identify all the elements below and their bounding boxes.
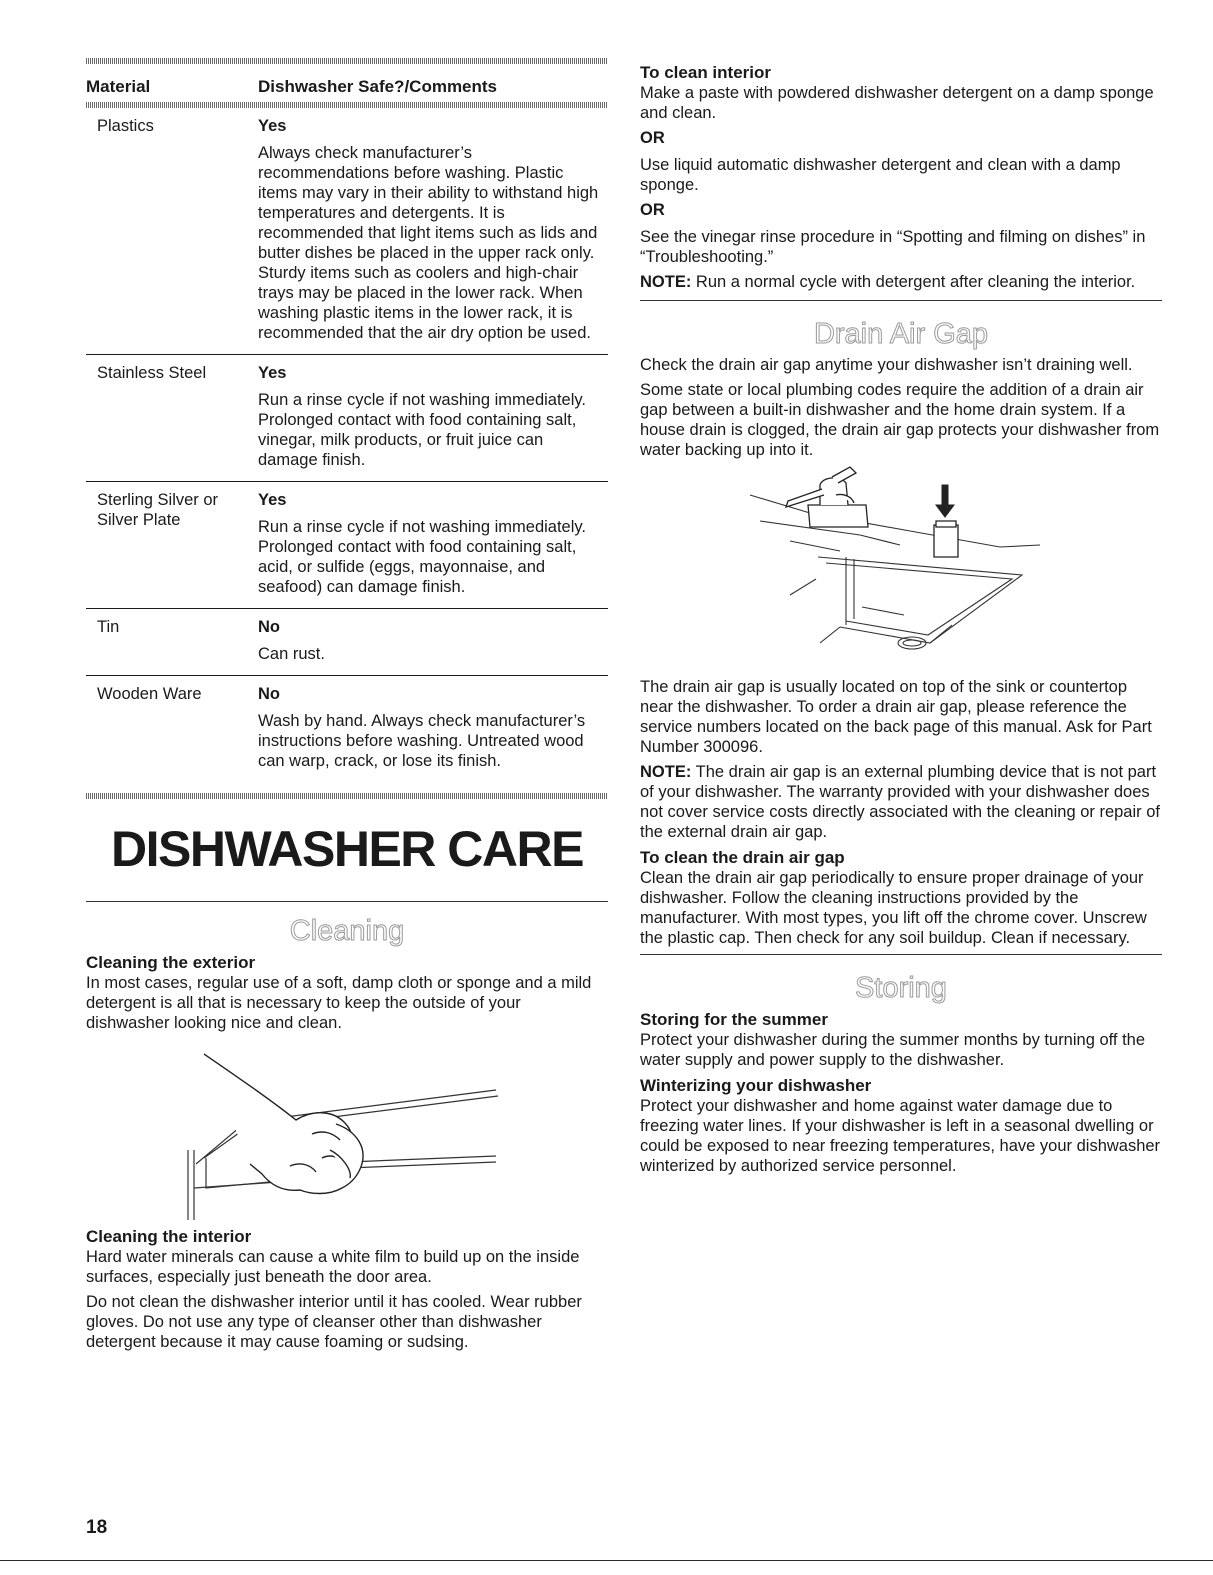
- page-title: DISHWASHER CARE: [111, 821, 583, 877]
- clean-interior-text-2: Use liquid automatic dishwasher detergent and clean with a damp sponge.: [640, 156, 1121, 194]
- cleaning-exterior-text: In most cases, regular use of a soft, damp cloth or sponge and a mild detergent is all that is necessary to keep the outside of your dishwasher looking nice and clean.: [86, 974, 592, 1032]
- note-text: The drain air gap is an external plumbing device that is not part of your dishwasher. The warranty provided with your dishwasher does not cover service costs directly associated with the cleaning or repair of the external drain air gap.: [640, 763, 1160, 841]
- comment-cell: [258, 684, 608, 771]
- drain-air-gap-illustration: [640, 465, 1162, 673]
- verdict: Yes: [258, 491, 287, 509]
- material-cell: Tin: [97, 618, 120, 636]
- cleaning-interior-text-2: Do not clean the dishwasher interior until it has cooled. Wear rubber gloves. Do not use any type of cleanser other than dishwasher detergent because it may cause foaming or sudsing.: [86, 1293, 582, 1351]
- table-row: [86, 108, 608, 354]
- or-label: OR: [640, 129, 665, 147]
- cleaning-interior-title: Cleaning the interior: [86, 1227, 252, 1246]
- right-column: [640, 62, 1162, 1181]
- table-row: [86, 609, 608, 675]
- cleaning-exterior-title: Cleaning the exterior: [86, 953, 256, 972]
- verdict: Yes: [258, 364, 287, 382]
- drain-air-gap-text-2: Some state or local plumbing codes require the addition of a drain air gap between a built-in dishwasher and the home drain system. If a house drain is clogged, the drain air gap protects your dishwasher from water backing up into it.: [640, 381, 1160, 459]
- note-text: Run a normal cycle with detergent after cleaning the interior.: [691, 273, 1136, 291]
- storing-summer-text: Protect your dishwasher during the summer months by turning off the water supply and power supply to the dishwasher.: [640, 1031, 1146, 1069]
- comment-cell: [258, 617, 608, 664]
- comment-text: Always check manufacturer’s recommendations before washing. Plastic items may vary in their ability to withstand high temperatures and detergents. It is recommended that light items such as lids and butter dishes be placed in the upper rack only. Sturdy items such as coolers and high-chair trays may be placed in the lower rack. When washing plastic items in the lower rack, it is recommended that the air dry option be used.: [258, 144, 599, 342]
- header-safe-comments: Dishwasher Safe?/Comments: [258, 77, 498, 96]
- drain-air-gap-text-1: Check the drain air gap anytime your dishwasher isn’t draining well.: [640, 356, 1133, 374]
- clean-drain-air-gap-title: To clean the drain air gap: [640, 848, 845, 867]
- section-rule: [640, 954, 1162, 955]
- table-row: [86, 355, 608, 481]
- material-cell: Sterling Silver or Silver Plate: [97, 491, 219, 529]
- drain-air-gap-text-3: The drain air gap is usually located on top of the sink or countertop near the dishwasher. To order a drain air gap, please reference the service numbers located on the back page of this manual. Ask for Part Number 300096.: [640, 678, 1152, 756]
- comment-text: Wash by hand. Always check manufacturer’s instructions before washing. Untreated wood can warp, crack, or lose its finish.: [258, 712, 586, 770]
- table-row: [86, 676, 608, 793]
- comment-text: Run a rinse cycle if not washing immediately. Prolonged contact with food containing salt, vinegar, milk products, or fruit juice can damage finish.: [258, 391, 587, 469]
- material-cell: Plastics: [97, 117, 154, 135]
- left-column: [86, 58, 608, 1357]
- comment-text: Can rust.: [258, 645, 325, 663]
- verdict: No: [258, 685, 280, 703]
- drain-air-gap-heading: Drain Air Gap: [813, 318, 989, 350]
- section-rule: [86, 901, 608, 902]
- or-label: OR: [640, 201, 665, 219]
- storing-heading: Storing: [855, 972, 947, 1004]
- note-label: NOTE:: [640, 273, 692, 291]
- cleaning-heading: Cleaning: [289, 915, 405, 947]
- exterior-cleaning-illustration: [86, 1038, 608, 1220]
- clean-interior-note: [640, 272, 1162, 292]
- winterizing-text: Protect your dishwasher and home against water damage due to freezing water lines. If your dishwasher is left in a seasonal dwelling or could be exposed to near freezing temperatures, have your dishwasher winterized by authorized service personnel.: [640, 1097, 1161, 1175]
- note-label: NOTE:: [640, 763, 692, 781]
- table-bottom-rule: [86, 793, 608, 799]
- clean-interior-text-1: Make a paste with powdered dishwasher detergent on a damp sponge and clean.: [640, 84, 1154, 122]
- material-cell: Wooden Ware: [97, 685, 202, 703]
- comment-cell: [258, 490, 608, 597]
- section-rule: [640, 300, 1162, 301]
- verdict: No: [258, 618, 280, 636]
- clean-interior-text-3: See the vinegar rinse procedure in “Spotting and filming on dishes” in “Troubleshooting.”: [640, 228, 1146, 266]
- comment-cell: [258, 363, 608, 470]
- table-header: [86, 64, 608, 102]
- drain-air-gap-note: [640, 762, 1162, 842]
- verdict: Yes: [258, 117, 287, 135]
- storing-summer-title: Storing for the summer: [640, 1010, 828, 1029]
- page-bottom-rule: [0, 1560, 1213, 1561]
- comment-cell: [258, 116, 608, 343]
- winterizing-title: Winterizing your dishwasher: [640, 1076, 872, 1095]
- comment-text: Run a rinse cycle if not washing immediately. Prolonged contact with food containing salt, acid, or sulfide (eggs, mayonnaise, and seafood) can damage finish.: [258, 518, 587, 596]
- material-cell: Stainless Steel: [97, 364, 207, 382]
- page-number: 18: [86, 1517, 108, 1538]
- table-row: [86, 482, 608, 608]
- clean-interior-title: To clean interior: [640, 63, 771, 82]
- header-material: Material: [86, 77, 151, 96]
- cleaning-interior-text-1: Hard water minerals can cause a white film to build up on the inside surfaces, especially just beneath the door area.: [86, 1248, 580, 1286]
- clean-drain-air-gap-text: Clean the drain air gap periodically to ensure proper drainage of your dishwasher. Follow the cleaning instructions provided by the manufacturer. With most types, you lift off the chrome cover. Unscrew the plastic cap. Then check for any soil buildup. Clean if necessary.: [640, 869, 1147, 947]
